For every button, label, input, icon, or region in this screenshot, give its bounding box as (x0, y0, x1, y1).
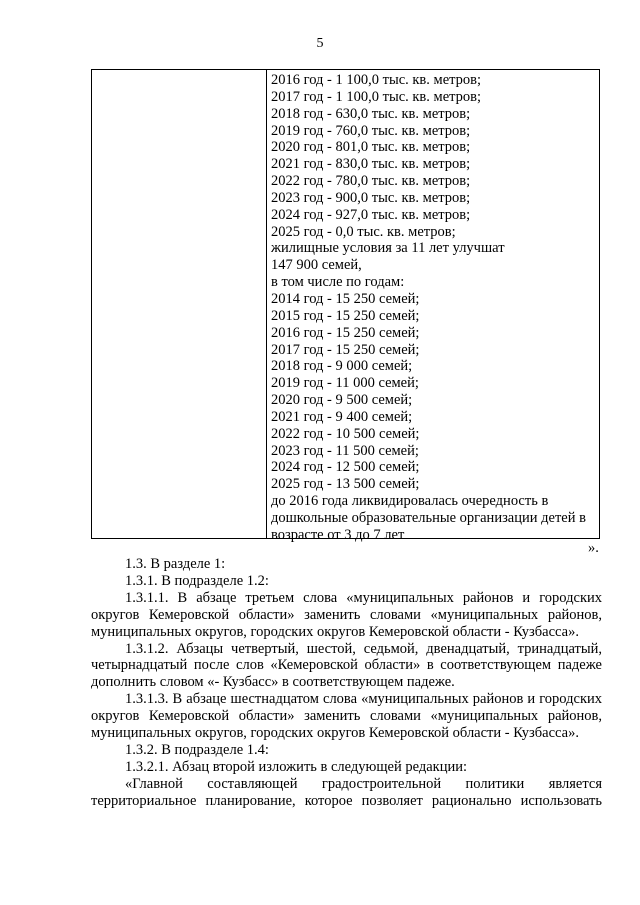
table-line: 2025 год - 0,0 тыс. кв. метров; (271, 223, 456, 240)
table-line: 2025 год - 13 500 семей; (271, 476, 420, 493)
table-line: 2017 год - 15 250 семей; (271, 341, 420, 358)
table-line: 2017 год - 1 100,0 тыс. кв. метров; (271, 88, 482, 105)
table-line: 2019 год - 760,0 тыс. кв. метров; (271, 122, 471, 139)
table-line: 2014 год - 15 250 семей; (271, 290, 420, 307)
table-line: 2022 год - 780,0 тыс. кв. метров; (271, 173, 471, 190)
paragraph: 1.3.1.2. Абзацы четвертый, шестой, седьмой, двенадцатый, тринадцатый, четырнадцатый после слов «Кемеровской области» в соответствующем падеже дополнить словом «- Кузбасс» в соответствующем падеже. (91, 640, 602, 691)
paragraph: 1.3.2.1. Абзац второй изложить в следующей редакции: (125, 758, 468, 775)
table-line: 2020 год - 801,0 тыс. кв. метров; (271, 139, 471, 156)
table-line: 2023 год - 11 500 семей; (271, 442, 419, 459)
table-line: в том числе по годам: (271, 274, 405, 291)
paragraph: 1.3.1.3. В абзаце шестнадцатом слова «муниципальных районов и городских округов Кемеровской области» заменить словами «муниципальных районов, муниципальных округов, городских округов Кемеровской области - Кузбасса». (91, 691, 602, 742)
table-line: 2020 год - 9 500 семей; (271, 392, 413, 409)
page-number: 5 (316, 36, 324, 51)
paragraph: 1.3.1.1. В абзаце третьем слова «муниципальных районов и городских округов Кемеровской области» заменить словами «муниципальных районов, муниципальных округов, городских округов Кемеровской области - Кузбасса». (91, 589, 602, 640)
table-line: 2018 год - 630,0 тыс. кв. метров; (271, 105, 471, 122)
table-line: 2024 год - 927,0 тыс. кв. метров; (271, 206, 471, 223)
table-cell-indicators (271, 72, 595, 544)
paragraph: «Главной составляющей градостроительной политики является территориальное планирование, которое позволяет рационально использовать (91, 775, 602, 809)
table-line: 2019 год - 11 000 семей; (271, 375, 419, 392)
table-line: жилищные условия за 11 лет улучшат (271, 240, 505, 257)
paragraph: 1.3.1. В подразделе 1.2: (125, 572, 269, 589)
table-line: 2016 год - 1 100,0 тыс. кв. метров; (271, 72, 482, 88)
table-closing-text: до 2016 года ликвидировалась очередность в дошкольные образовательные организации детей в возрасте от 3 до 7 лет (271, 493, 586, 543)
table-column-divider (266, 70, 267, 538)
table-line: 2018 год - 9 000 семей; (271, 358, 413, 375)
table-line: 2024 год - 12 500 семей; (271, 459, 420, 476)
closing-quote: ». (588, 540, 599, 556)
document-body (91, 556, 602, 810)
program-indicators-table (91, 69, 600, 543)
table-line: 2021 год - 9 400 семей; (271, 408, 413, 425)
table-line: 147 900 семей, (271, 257, 362, 274)
table-line: 2023 год - 900,0 тыс. кв. метров; (271, 189, 471, 206)
paragraph: 1.3.2. В подразделе 1.4: (125, 741, 269, 758)
table-line: 2021 год - 830,0 тыс. кв. метров; (271, 156, 471, 173)
paragraph: 1.3. В разделе 1: (125, 556, 226, 572)
table-line: 2015 год - 15 250 семей; (271, 307, 420, 324)
table-line: 2022 год - 10 500 семей; (271, 425, 420, 442)
table-line: 2016 год - 15 250 семей; (271, 324, 420, 341)
